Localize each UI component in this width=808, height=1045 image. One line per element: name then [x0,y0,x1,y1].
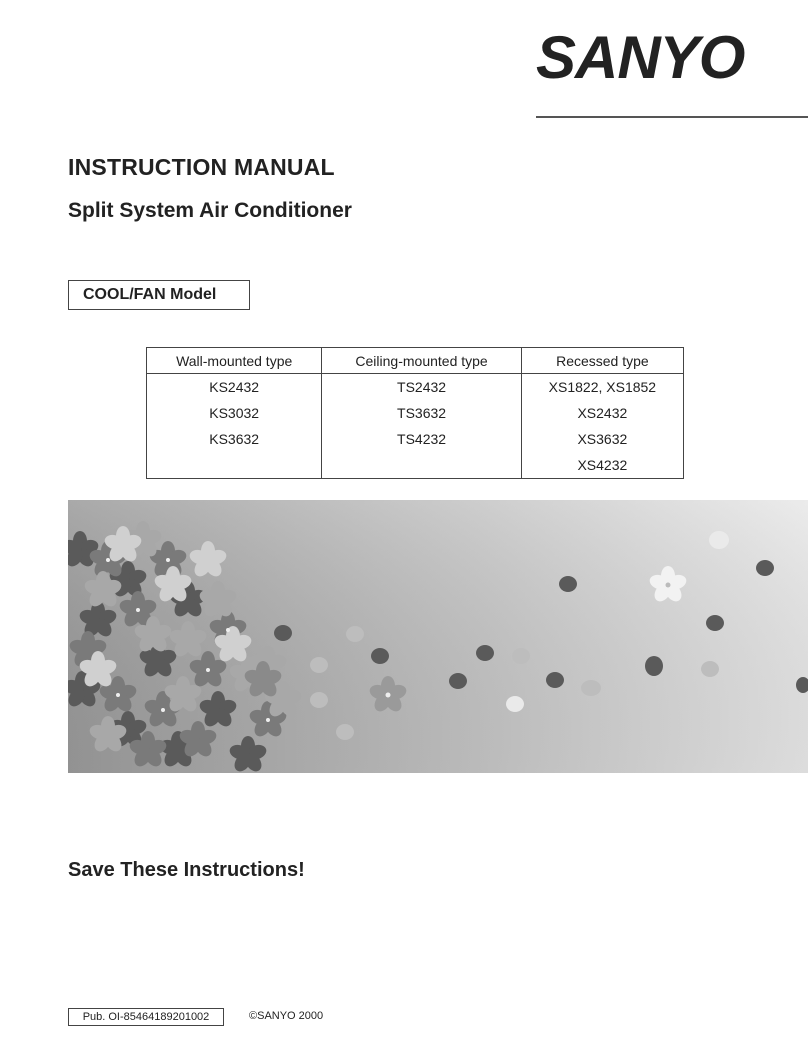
document-subtitle: Split System Air Conditioner [68,199,352,222]
model-label-box [68,280,250,310]
table-cell [147,452,322,479]
table-cell [322,452,521,479]
table-row [147,452,684,479]
table-cell: TS3632 [322,400,521,426]
table-cell: XS1822, XS1852 [521,374,683,401]
model-label: COOL/FAN Model [83,286,217,303]
column-header-wall: Wall-mounted type [147,348,322,374]
table-cell: KS3032 [147,400,322,426]
table-row [147,374,684,401]
document-title: INSTRUCTION MANUAL [68,154,335,180]
logo-text: SANYO [536,24,745,90]
publication-number: Pub. OI-85464189201002 [82,1011,210,1023]
copyright-notice: ©SANYO 2000 [249,1010,324,1022]
cherry-blossom-illustration [68,500,808,773]
column-header-ceiling: Ceiling-mounted type [322,348,521,374]
save-instructions-heading: Save These Instructions! [68,859,305,881]
column-header-recessed: Recessed type [521,348,683,374]
publication-number-box [68,1008,224,1026]
table-cell: KS3632 [147,426,322,452]
table-row [147,426,684,452]
table-cell: XS4232 [521,452,683,479]
model-table [146,347,684,479]
header-rule [536,116,808,118]
table-cell: TS4232 [322,426,521,452]
table-cell: KS2432 [147,374,322,401]
table-cell: XS2432 [521,400,683,426]
table-cell: XS3632 [521,426,683,452]
table-cell: TS2432 [322,374,521,401]
sanyo-logo [534,22,760,90]
table-header-row [147,348,684,374]
table-row [147,400,684,426]
